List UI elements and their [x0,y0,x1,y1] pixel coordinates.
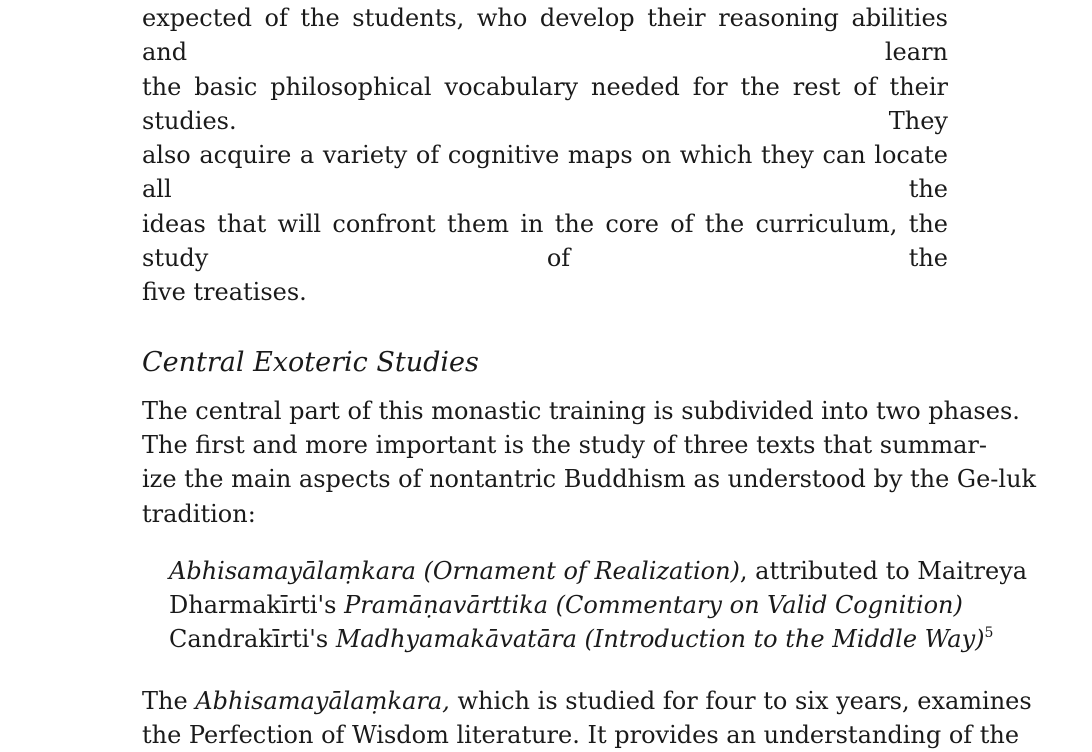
section-line-4: tradition: [142,499,256,528]
intro-line-2: the basic philosophical vocabulary needed for the rest of their studies. They [142,72,948,135]
final-line-1-rest: which is studied for four to six years, examines [449,686,1032,715]
section-line-2: The first and more important is the study of three texts that summar- [142,430,987,459]
final-line-1-prefix: The [142,686,196,715]
footnote-marker: 5 [984,625,994,642]
section-line-3: ize the main aspects of nontantric Buddhism as understood by the Ge-luk [142,465,1037,494]
intro-paragraph [142,1,948,310]
text-author-dharmakirti: Dharmakīrti's [169,591,345,620]
intro-line-1: expected of the students, who develop their reasoning abilities and learn [142,4,948,67]
final-line-2: the Perfection of Wisdom literature. It provides an understanding of the [142,721,1020,750]
section-line-1: The central part of this monastic training is subdivided into two phases. [142,396,1020,425]
list-item [169,588,963,622]
text-title-madhyamakavatara: Madhyamakāvatāra (Introduction to the Middle Way) [335,625,985,654]
final-line-1-title: Abhisamayālaṃkara, [195,686,450,715]
text-author-candrakirti: Candrakīrti's [169,625,336,654]
document-page [142,0,1037,752]
list-item [169,622,994,656]
final-line-1 [142,684,1032,718]
text-attribution: , attributed to Maitreya [739,556,1028,585]
list-item [169,554,1028,588]
intro-line-3: also acquire a variety of cognitive maps on which they can locate all the [142,141,948,204]
final-paragraph [142,684,1032,752]
intro-line-4: ideas that will confront them in the core of the curriculum, the study of the [142,209,948,273]
text-title-abhisamayalamkara: Abhisamayālaṃkara (Ornament of Realization) [169,556,740,585]
section-heading: Central Exoteric Studies [142,346,479,378]
texts-list [169,554,1028,657]
intro-line-5: five treatises. [142,278,307,307]
section-paragraph [142,394,1037,531]
text-title-pramanavarttika: Pramāṇavārttika (Commentary on Valid Cognition) [344,591,963,620]
